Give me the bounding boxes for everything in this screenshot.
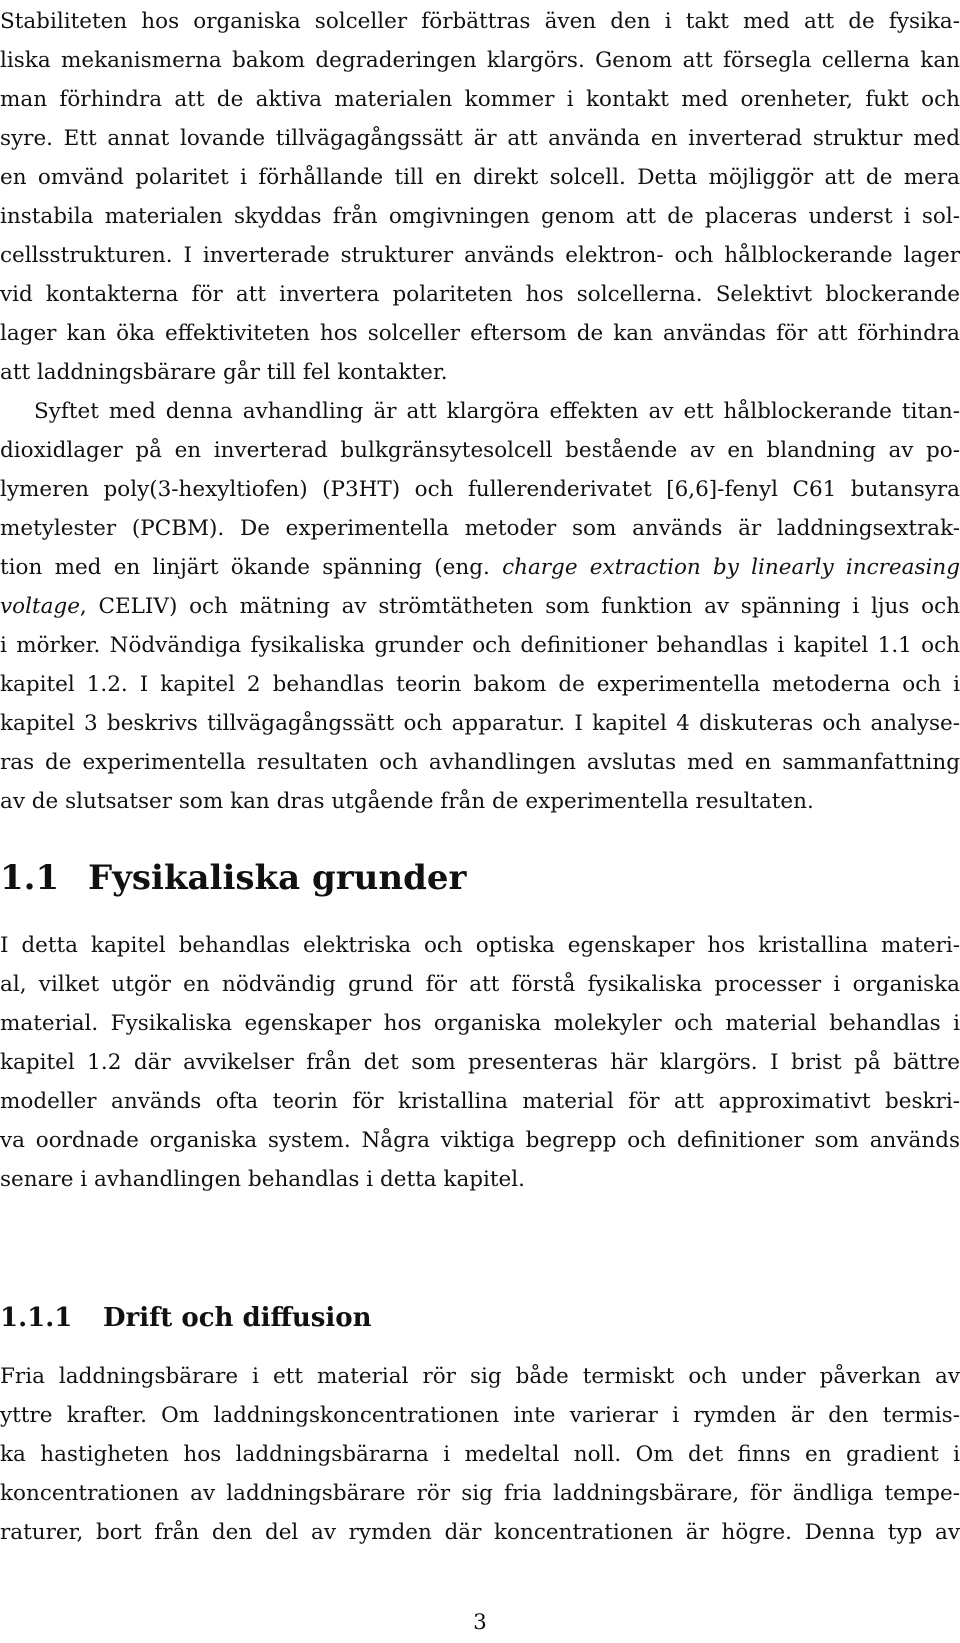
text-line: lager kan öka effektiviteten hos solceller eftersom de kan användas för att förhindra <box>0 321 960 346</box>
text-line: cellsstrukturen. I inverterade strukturer används elektron- och hålblockerande lager <box>0 243 960 268</box>
text-line: va oordnade organiska system. Några viktiga begrepp och definitioner som används <box>0 1128 960 1153</box>
text-line: kapitel 1.2. I kapitel 2 behandlas teorin bakom de experimentella metoderna och i <box>0 672 960 697</box>
text-line: av de slutsatser som kan dras utgående från de experimentella resultaten. <box>0 789 814 814</box>
text-line: ka hastigheten hos laddningsbärarna i medeltal noll. Om det finns en gradient i <box>0 1442 960 1467</box>
text-line: I detta kapitel behandlas elektriska och optiska egenskaper hos kristallina materi- <box>0 933 960 958</box>
intro-paragraph-1 <box>0 2 960 392</box>
italic-term: voltage <box>0 594 80 619</box>
section-1-1-paragraph <box>0 926 960 1199</box>
text-line: en omvänd polaritet i förhållande till en direkt solcell. Detta möjliggör att de mera <box>0 165 960 190</box>
text-segment: tion med en linjärt ökande spänning (eng. <box>0 555 503 580</box>
text-line: kapitel 3 beskrivs tillvägagångssätt och apparatur. I kapitel 4 diskuteras och analyse- <box>0 711 960 736</box>
page-number: 3 <box>473 1610 487 1635</box>
text-line: raturer, bort från den del av rymden där koncentrationen är högre. Denna typ av <box>0 1520 960 1545</box>
text-line: Syftet med denna avhandling är att klargöra effekten av ett hålblockerande titan- <box>34 399 960 424</box>
subsection-heading <box>0 1302 372 1334</box>
text-line: metylester (PCBM). De experimentella metoder som används är laddningsextrak- <box>0 516 960 541</box>
text-line: yttre krafter. Om laddningskoncentrationen inte varierar i rymden är den termis- <box>0 1403 960 1428</box>
italic-term: charge extraction by linearly increasing <box>502 555 960 580</box>
text-line: kapitel 1.2 där avvikelser från det som presenteras här klargörs. I brist på bättre <box>0 1050 960 1075</box>
text-line: ras de experimentella resultaten och avhandlingen avslutas med en sammanfattning <box>0 750 960 775</box>
text-line: vid kontakterna för att invertera polariteten hos solcellerna. Selektivt blockerande <box>0 282 960 307</box>
text-line: instabila materialen skyddas från omgivningen genom att de placeras underst i sol- <box>0 204 960 229</box>
subsection-number: 1.1.1 <box>0 1303 73 1333</box>
section-1-1-1-paragraph <box>0 1357 960 1552</box>
intro-paragraph-2 <box>0 392 960 821</box>
text-line: Fria laddningsbärare i ett material rör sig både termiskt och under påverkan av <box>0 1364 960 1389</box>
section-title: Fysikaliska grunder <box>88 858 467 898</box>
text-line: modeller används ofta teorin för kristallina material för att approximativt beskri- <box>0 1089 960 1114</box>
text-line: i mörker. Nödvändiga fysikaliska grunder och definitioner behandlas i kapitel 1.1 och <box>0 633 960 658</box>
section-number: 1.1 <box>0 858 60 898</box>
text-segment: , CELIV) och mätning av strömtätheten som funktion av spänning i ljus och <box>79 594 960 619</box>
text-line: man förhindra att de aktiva materialen kommer i kontakt med orenheter, fukt och <box>0 87 960 112</box>
text-line: syre. Ett annat lovande tillvägagångssätt är att använda en inverterad struktur med <box>0 126 960 151</box>
subsection-title: Drift och diffusion <box>103 1303 372 1333</box>
text-line: dioxidlager på en inverterad bulkgränsytesolcell bestående av en blandning av po- <box>0 438 960 463</box>
text-line: material. Fysikaliska egenskaper hos organiska molekyler och material behandlas i <box>0 1011 960 1036</box>
text-line <box>0 548 960 587</box>
text-line: senare i avhandlingen behandlas i detta kapitel. <box>0 1167 525 1192</box>
text-line: att laddningsbärare går till fel kontakter. <box>0 360 448 385</box>
text-line: koncentrationen av laddningsbärare rör sig fria laddningsbärare, för ändliga tempe- <box>0 1481 960 1506</box>
text-line: liska mekanismerna bakom degraderingen klargörs. Genom att försegla cellerna kan <box>0 48 960 73</box>
text-line: lymeren poly(3-hexyltiofen) (P3HT) och fullerenderivatet [6,6]-fenyl C61 butansyra <box>0 477 960 502</box>
section-heading <box>0 858 466 898</box>
text-line: al, vilket utgör en nödvändig grund för att förstå fysikaliska processer i organiska <box>0 972 960 997</box>
text-line: Stabiliteten hos organiska solceller förbättras även den i takt med att de fysika- <box>0 9 960 34</box>
text-line <box>0 587 960 626</box>
